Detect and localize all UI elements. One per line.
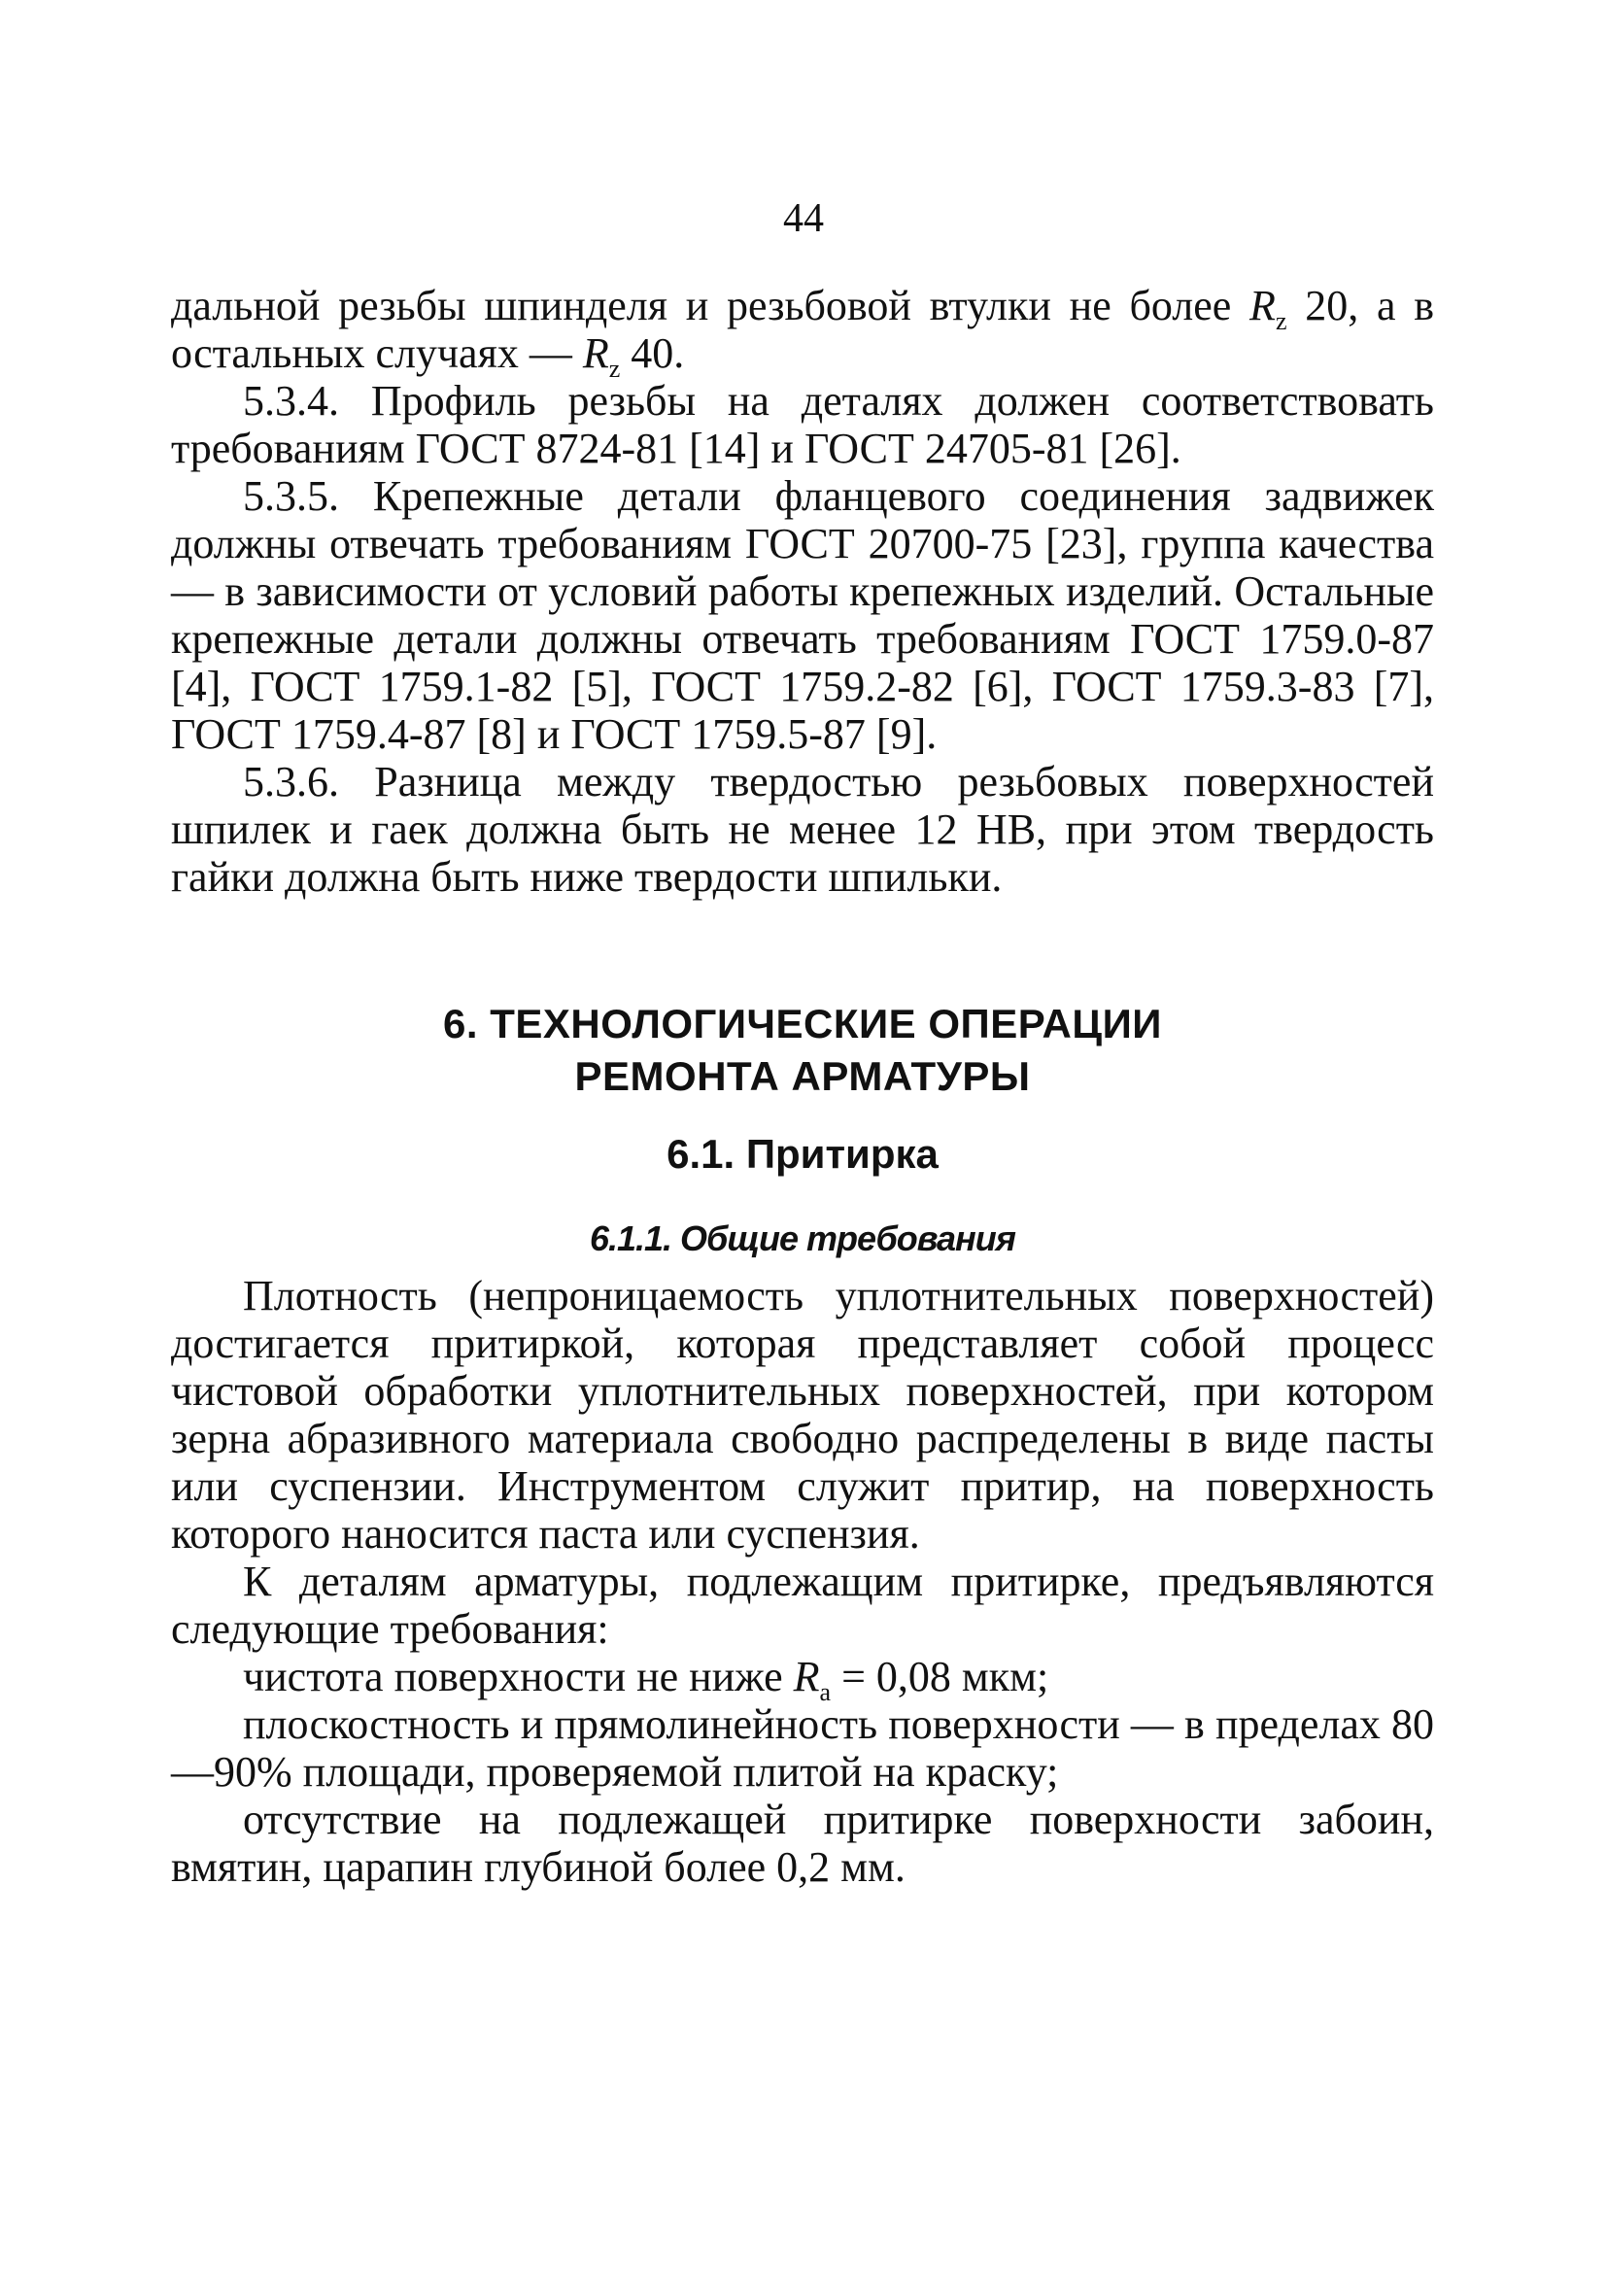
page-number: 44 [783, 196, 824, 241]
paragraph-5-3-5: 5.3.5. Крепежные детали фланцевого соединения задвижек должны отвечать требованиям ГОСТ 20700-75 [23], группа качества — в зависимости от условий работы крепежных изделий. Остальные крепежные детали должны отвечать требованиям ГОСТ 1759.0-87 [4], ГОСТ 1759.1-82 [5], ГОСТ 1759.2-82 [6], ГОСТ 1759.3-83 [7], ГОСТ 1759.4-87 [8] и ГОСТ 1759.5-87 [9]. [171, 472, 1434, 758]
requirement-item-flatness: плоскостность и прямолинейность поверхности — в пределах 80—90% площади, проверяемой плитой на краску; [171, 1700, 1434, 1796]
section-heading: 6.1. Притирка [667, 1131, 939, 1177]
paragraph-text: 40. [620, 329, 685, 377]
requirement-text: чистота поверхности не ниже [243, 1653, 794, 1700]
roughness-symbol: R [793, 1653, 820, 1700]
roughness-subscript: z [608, 355, 621, 383]
roughness-symbol: R [1249, 282, 1276, 329]
paragraph-lapping-definition: Плотность (непроницаемость уплотнительных поверхностей) достигается притиркой, которая представляет собой процесс чистовой обработки уплотнительных поверхностей, при котором зерна абразивного материала свободно распределены в виде пасты или суспензии. Инструментом служит притир, на поверхность которого наносится паста или суспензия. [171, 1272, 1434, 1558]
requirement-item-surface-finish [171, 1653, 1434, 1706]
roughness-symbol: R [582, 329, 609, 377]
paragraph-text: 20, а в остальных случаях — [171, 282, 1434, 377]
requirement-item-defects: отсутствие на подлежащей притирке поверхности забоин, вмятин, царапин глубиной более 0,2 мм. [171, 1796, 1434, 1891]
paragraph-requirements-intro: К деталям арматуры, подлежащим притирке, предъявляются следующие требования: [171, 1558, 1434, 1653]
roughness-subscript: a [819, 1678, 832, 1706]
chapter-heading-line: РЕМОНТА АРМАТУРЫ [574, 1053, 1031, 1099]
chapter-heading-line: 6. ТЕХНОЛОГИЧЕСКИЕ ОПЕРАЦИИ [443, 1001, 1162, 1046]
subsection-heading: 6.1.1. Общие требования [589, 1218, 1015, 1258]
paragraph-5-3-4: 5.3.4. Профиль резьбы на деталях должен соответствовать требованиям ГОСТ 8724-81 [14] и ГОСТ 24705-81 [26]. [171, 377, 1434, 472]
requirement-text: = 0,08 мкм; [831, 1653, 1049, 1700]
chapter-heading [171, 998, 1434, 1103]
paragraph-thread-roughness [171, 282, 1434, 383]
paragraph-5-3-6: 5.3.6. Разница между твердостью резьбовых поверхностей шпилек и гаек должна быть не менее 12 НВ, при этом твердость гайки должна быть ниже твердости шпильки. [171, 758, 1434, 901]
page-body [171, 282, 1434, 1891]
roughness-subscript: z [1275, 307, 1287, 335]
paragraph-text: дальной резьбы шпинделя и резьбовой втулки не более [171, 282, 1250, 329]
